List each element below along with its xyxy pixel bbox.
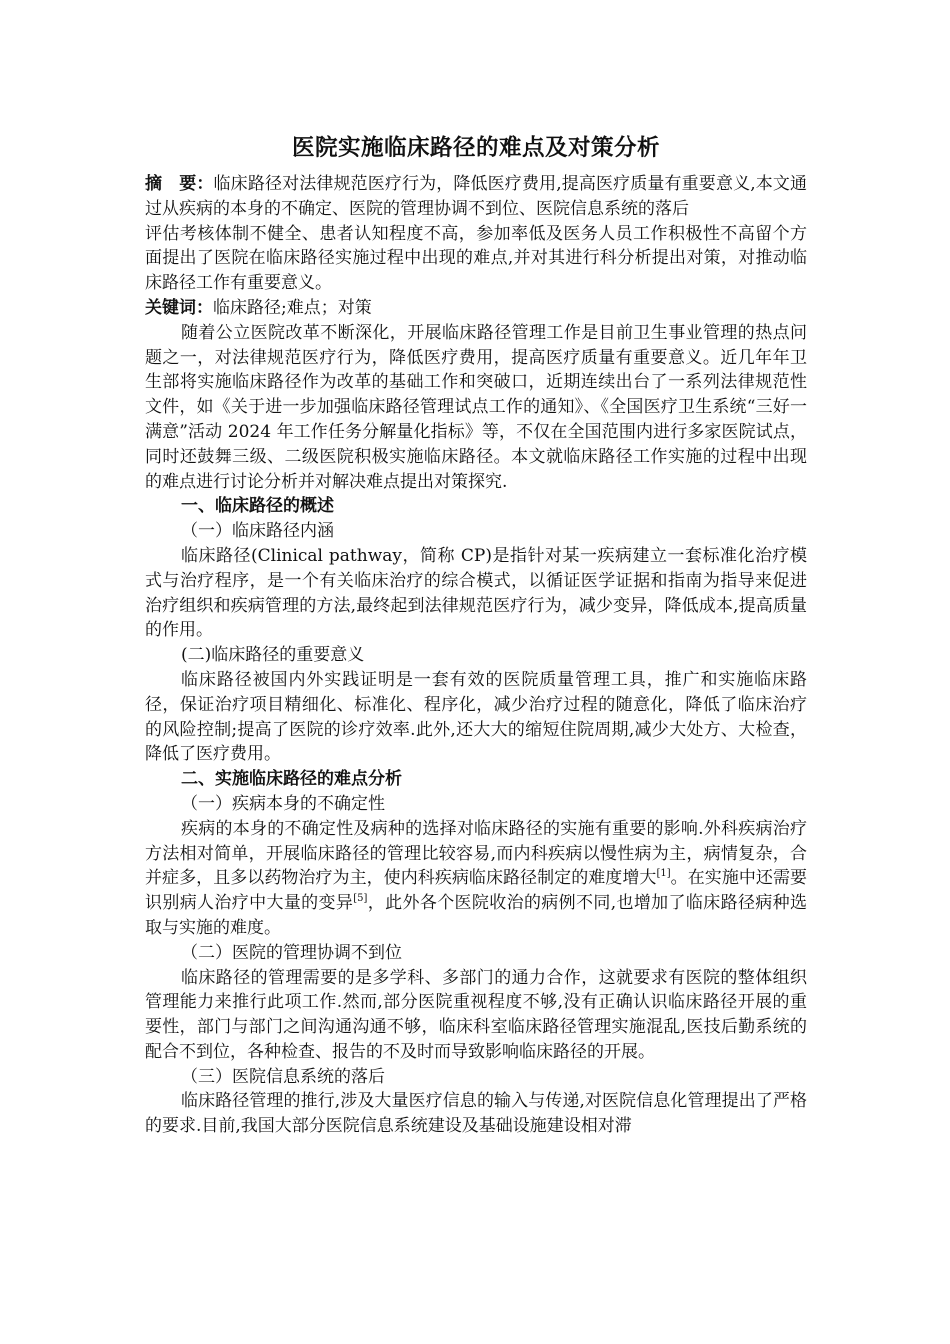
abstract-paragraph [145,172,807,222]
section-2-paragraph-2: 临床路径的管理需要的是多学科、多部门的通力合作，这就要求有医院的整体组织管理能力来推行此项工作.然而,部分医院重视程度不够,没有正确认识临床路径开展的重要性，部门与部门之间沟通沟通不够，临床科室临床路径管理实施混乱,医技后勤系统的配合不到位，各种检查、报告的不及时而导致影响临床路径的开展。 [145,967,807,1062]
citation-ref: [5] [353,893,368,905]
abstract-label: 摘 要： [145,174,214,194]
citation-ref: [1] [656,868,671,880]
abstract-text-1: 临床路径对法律规范医疗行为，降低医疗费用,提高医疗质量有重要意义,本文通过从疾病的本身的不确定、医院的管理协调不到位、医院信息系统的落后 [145,174,808,219]
section-1-paragraph-2: 临床路径被国内外实践证明是一套有效的医院质量管理工具，推广和实施临床路径，保证治疗项目精细化、标准化、程序化，减少治疗过程的随意化，降低了临床治疗的风险控制;提高了医院的诊疗效率.此外,还大大的缩短住院周期,减少大处方、大检查，降低了医疗费用。 [145,669,807,765]
keywords-line [145,296,807,321]
section-2-subheading-2: （二）医院的管理协调不到位 [181,942,402,963]
keywords-label: 关键词： [145,297,213,318]
section-2-subheading-1: （一）疾病本身的不确定性 [181,793,385,814]
section-2-subheading-3: （三）医院信息系统的落后 [181,1066,385,1087]
section-1-heading: 一、临床路径的概述 [181,496,334,517]
keywords-text: 临床路径;难点；对策 [213,297,372,318]
section-2-paragraph-3: 临床路径管理的推行,涉及大量医疗信息的输入与传递,对医院信息化管理提出了严格的要求.目前,我国大部分医院信息系统建设及基础设施建设相对滞 [145,1091,807,1137]
paragraph-text: ，此外各个医院收治的病例不同,也增加了临床路径病种选取与实施的难度。 [145,893,808,938]
section-1-paragraph-1: 临床路径(Clinical pathway，简称 CP)是指针对某一疾病建立一套标准化治疗模式与治疗程序，是一个有关临床治疗的综合模式，以循证医学证据和指南为指导来促进治疗组织和疾病管理的方法,最终起到法律规范医疗行为，减少变异，降低成本,提高质量的作用。 [145,545,807,641]
document-title: 医院实施临床路径的难点及对策分析 [291,135,660,161]
section-2-heading: 二、实施临床路径的难点分析 [181,769,402,790]
section-1-subheading-1: （一）临床路径内涵 [181,521,334,542]
paragraph-text: 疾病的本身的不确定性及病种的选择对临床路径的实施有重要的影响.外科疾病治疗方法相对简单，开展临床路径的管理比较容易,而内科疾病以慢性病为主，病情复杂，合并症多，且多以药物治疗为主，使内科疾病临床路径制定的难度增大 [145,818,807,889]
document-body [145,128,807,1139]
abstract-continuation: 评估考核体制不健全、患者认知程度不高，参加率低及医务人员工作积极性不高留个方面提出了医院在临床路径实施过程中出现的难点,并对其进行科分析提出对策，对推动临床路径工作有重要意义。 [145,223,807,294]
section-2-paragraph-1 [145,817,807,941]
intro-paragraph: 随着公立医院改革不断深化，开展临床路径管理工作是目前卫生事业管理的热点问题之一，对法律规范医疗行为，降低医疗费用，提高医疗质量有重要意义。近几年年卫生部将实施临床路径作为改革的基础工作和突破口，近期连续出台了一系列法律规范性文件，如《关于进一步加强临床路径管理试点工作的通知》、《全国医疗卫生系统“三好一满意”活动 2024 年工作任务分解量化指标》等，不仅在全国范围内进行多家医院试点，同时还鼓舞三级、二级医院积极实施临床路径。本文就临床路径工作实施的过程中出现的难点进行讨论分析并对解决难点提出对策探究. [145,322,807,492]
section-1-subheading-2: (二)临床路径的重要意义 [181,645,365,666]
paragraph-text: 。在实施中还需要识别病人治疗中大量的变异 [145,868,808,914]
